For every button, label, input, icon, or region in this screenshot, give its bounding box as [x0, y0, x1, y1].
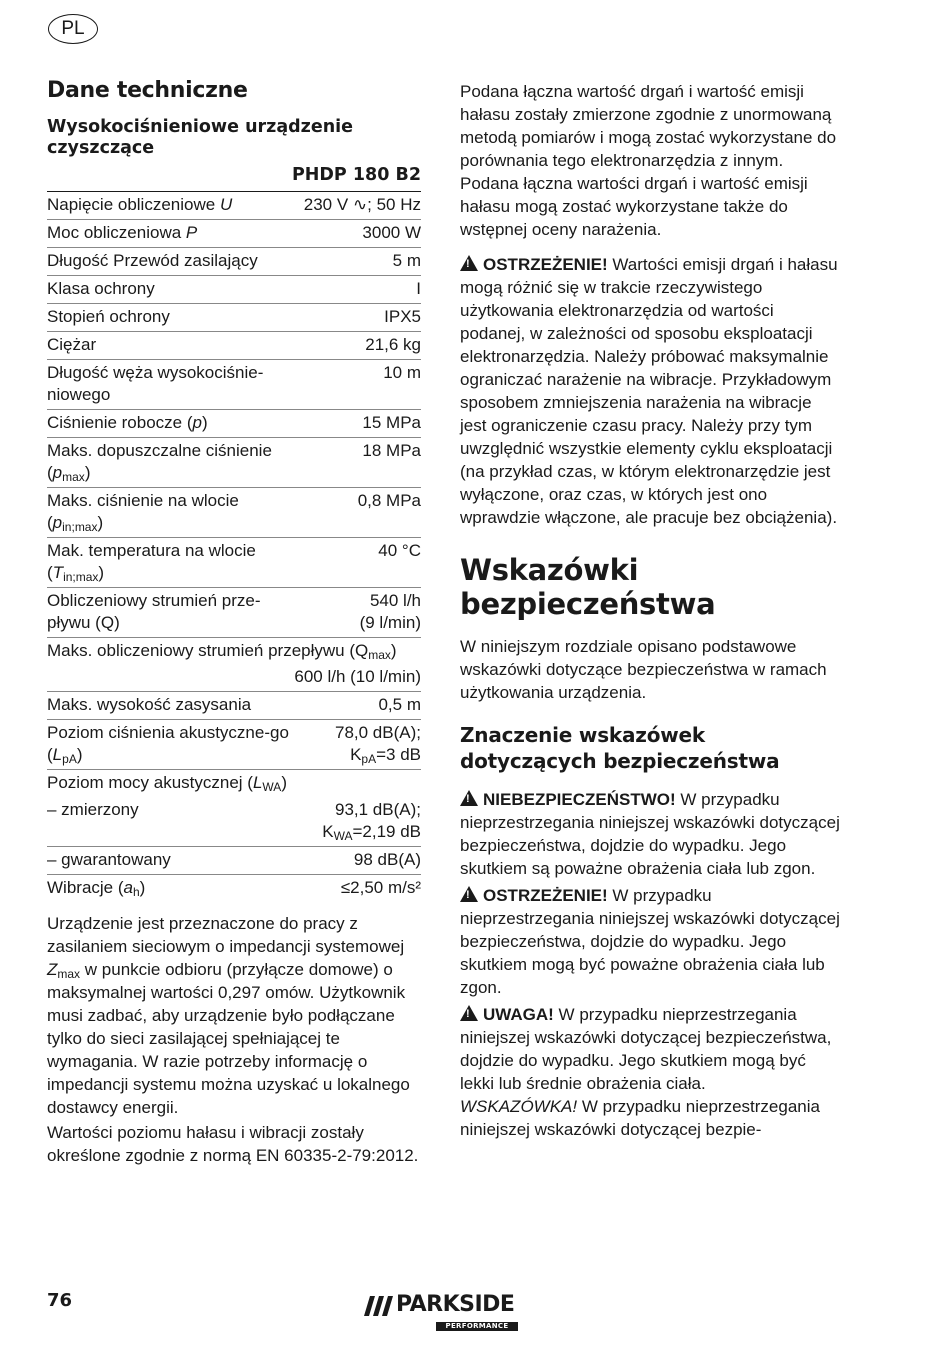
brand-name: PARKSIDE	[396, 1292, 515, 1317]
page-number: 76	[47, 1290, 73, 1311]
spec-label: Maks. wysokość zasysania	[47, 695, 252, 714]
warning-paragraph: !OSTRZEŻENIE! W przypadku nieprzestrzegania niniejszej wskazówki dotyczącej bezpieczeństwa, dojdzie do wypadku. Jego skutkiem mogą być poważne obrażenia ciała lub zgon.	[460, 884, 840, 999]
subsection-title-meaning: Znaczenie wskazówek dotyczących bezpieczeństwa	[460, 723, 780, 773]
left-column	[47, 78, 421, 1167]
warning-triangle-icon	[460, 790, 478, 806]
spec-row	[47, 720, 421, 770]
spec-label: Ciężar	[47, 335, 97, 354]
spec-row	[47, 304, 421, 332]
warning-triangle-icon	[460, 886, 478, 902]
spec-table	[47, 192, 421, 902]
impedance-paragraph: Urządzenie jest przeznaczone do pracy z zasilaniem sieciowym o impedancji systemowej $Z_{max}$ w punkcie odbioru (przyłącze domowe) o maksymalnej wartości 0,297 omów. Użytkownik musi zadbać, aby urządzenie było podłączane tylko do sieci zasilającej spełniającej te wymagania. W razie potrzeby informację o impedancji systemu można uzyskać u lokalnego dostawcy energii.	[47, 914, 410, 1117]
spec-label: Długość Przewód zasilający	[47, 251, 258, 270]
spec-label: Długość węża wysokociśnie-niowego	[47, 363, 264, 404]
spec-label: Poziom ciśnienia akustyczne-go $(L_{pA})$	[47, 723, 289, 766]
spec-row	[47, 538, 421, 588]
spec-label: Mak. temperatura na wlocie $(T_{in;max})$	[47, 541, 256, 584]
spec-row	[47, 488, 421, 538]
spec-row	[47, 332, 421, 360]
warning-triangle-icon	[460, 255, 478, 271]
model-name: PHDP 180 B2	[47, 162, 421, 192]
spec-value: I	[416, 279, 421, 298]
spec-value: 18 MPa	[362, 441, 421, 460]
vibration-paragraph: Podana łączna wartość drgań i wartość emisji hałasu zostały zmierzone zgodnie z unormowaną metodą pomiarów i mogą zostać wykorzystane do porównania tego elektronarzędzia z innym. Podana łączna wartości drgań i wartość emisji hałasu mogą zostać wykorzystane także do wstępnej oceny narażenia.	[460, 82, 837, 239]
brand-slashes-icon	[364, 1294, 396, 1318]
spec-row	[47, 192, 421, 220]
spec-value: 540 l/h (9 l/min)	[359, 591, 421, 632]
brand-subline: PERFORMANCE	[436, 1322, 518, 1331]
spec-value: 600 l/h (10 l/min)	[294, 667, 421, 686]
spec-value: 0,8 MPa	[357, 491, 421, 510]
spec-value: IPX5	[384, 307, 421, 326]
spec-label: Maks. dopuszczalne ciśnienie $(p_{max})$	[47, 441, 272, 484]
spec-label: Maks. ciśnienie na wlocie $(p_{in;max})$	[47, 491, 239, 534]
warning-vibration-paragraph: !OSTRZEŻENIE! Wartości emisji drgań i hałasu mogą różnić się w trakcie rzeczywistego użytkowania elektronarzędzia od wartości podanej, w zależności od sposobu eksploatacji elektronarzędzia. Należy próbować maksymalnie ograniczać narażenie na wibracje. Przykładowym sposobem zmniejszenia narażenia na wibracje jest ograniczenie czasu pracy. Należy przy tym uwzględnić wszystkie elementy cyklu eksploatacji (na przykład czas, w którym elektronarzędzie jest wyłączone, oraz czas, w których jest ono wprawdzie włączone, ale pracuje bez obciążenia).	[460, 253, 840, 529]
spec-row	[47, 220, 421, 248]
spec-label: Maks. obliczeniowy strumień przepływu $(Q_{max})$ 600 l/h (10 l/min)	[47, 641, 421, 686]
section-title-technical-data: Dane techniczne	[47, 78, 248, 103]
spec-value: 15 MPa	[362, 413, 421, 432]
spec-label: Napięcie obliczeniowe U	[47, 195, 233, 214]
spec-label: Obliczeniowy strumień prze-pływu (Q)	[47, 591, 261, 632]
spec-value: 10 m	[383, 363, 421, 382]
brand-logo	[364, 1292, 524, 1332]
spec-value: 0,5 m	[378, 695, 421, 714]
spec-row	[47, 588, 421, 638]
spec-row	[47, 847, 421, 875]
spec-label: Ciśnienie robocze (p)	[47, 413, 208, 432]
spec-value: 21,6 kg	[365, 335, 421, 354]
spec-row	[47, 875, 421, 903]
language-badge: PL	[48, 14, 98, 44]
spec-label: – zmierzony	[47, 800, 139, 819]
spec-value: 40 °C	[378, 541, 421, 560]
spec-row	[47, 276, 421, 304]
spec-label: – gwarantowany	[47, 850, 171, 869]
section-title-safety: Wskazówki bezpieczeństwa	[460, 553, 716, 621]
spec-label: Klasa ochrony	[47, 279, 155, 298]
noise-standard-paragraph: Wartości poziomu hałasu i wibracji zostały określone zgodnie z normą EN 60335-2-79:2012.	[47, 1123, 419, 1165]
spec-value: 78,0 dB(A); $K_{pA}=3$ dB	[335, 723, 421, 766]
spec-row	[47, 692, 421, 720]
spec-value: 3000 W	[362, 223, 421, 242]
spec-row	[47, 360, 421, 410]
safety-intro: W niniejszym rozdziale opisano podstawowe wskazówki dotyczące bezpieczeństwa w ramach użytkowania urządzenia.	[460, 637, 827, 702]
spec-value: 93,1 dB(A); $K_{WA}=2,19$ dB	[322, 800, 421, 843]
spec-label: Stopień ochrony	[47, 307, 170, 326]
right-column	[460, 80, 840, 1145]
spec-value: 98 dB(A)	[353, 850, 421, 869]
spec-value: 230 V ∿; 50 Hz	[303, 195, 421, 214]
spec-value: ≤2,50 m/s²	[340, 878, 421, 897]
spec-row	[47, 797, 421, 847]
spec-label: Moc obliczeniowa P	[47, 223, 198, 242]
spec-row	[47, 638, 421, 692]
spec-value: 5 m	[392, 251, 421, 270]
caution-paragraph: !UWAGA! W przypadku nieprzestrzegania niniejszej wskazówki dotyczącej bezpieczeństwa, dojdzie do wypadku. Jego skutkiem mogą być lekki lub średnie obrażenia ciała. WSKAZÓWKA! W przypadku nieprzestrzegania niniejszej wskazówki dotyczącej bezpie-	[460, 1003, 840, 1141]
device-subtitle: Wysokociśnieniowe urządzenie czyszczące	[47, 117, 354, 158]
spec-row	[47, 770, 421, 798]
spec-label: Poziom mocy akustycznej $(L_{WA})$	[47, 773, 287, 794]
spec-label: Wibracje $(a_h)$	[47, 878, 146, 899]
spec-row	[47, 438, 421, 488]
warning-triangle-icon	[460, 1005, 478, 1021]
spec-row	[47, 248, 421, 276]
spec-row	[47, 410, 421, 438]
danger-paragraph: !NIEBEZPIECZEŃSTWO! W przypadku nieprzestrzegania niniejszej wskazówki dotyczącej bezpieczeństwa, dojdzie do wypadku. Jego skutkiem są poważne obrażenia ciała lub zgon.	[460, 788, 840, 880]
